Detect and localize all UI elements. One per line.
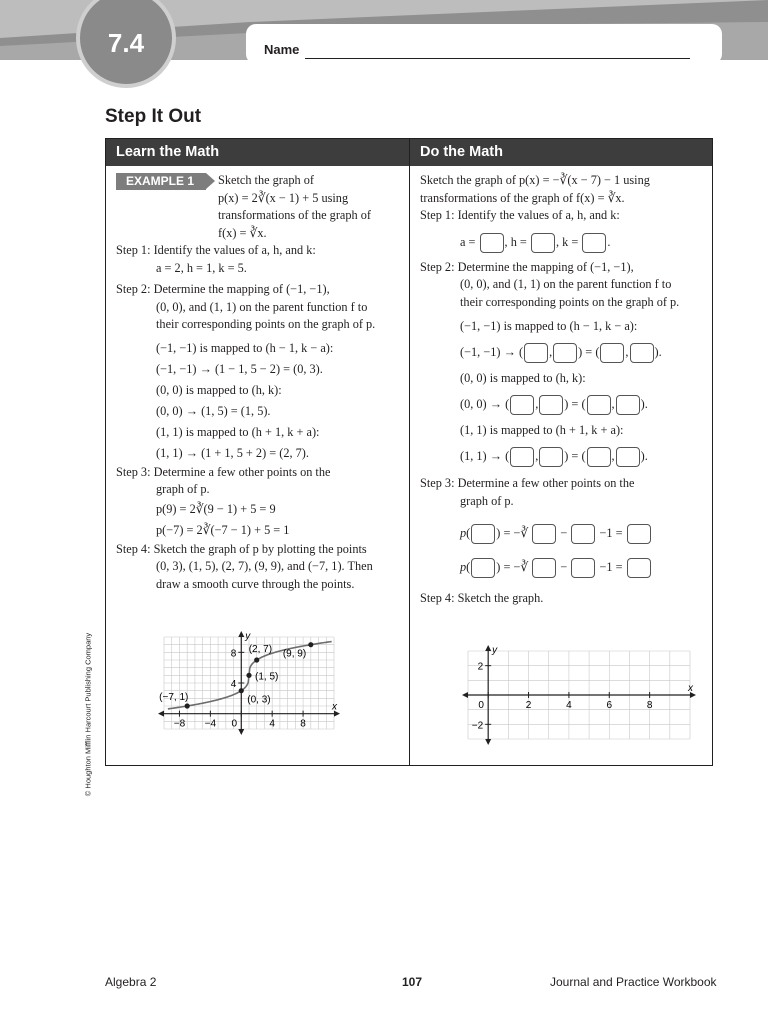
x-axis-arrow (158, 711, 164, 717)
answer-box[interactable] (510, 395, 534, 415)
example-intro-line: f(x) = ∛x. (218, 225, 267, 240)
data-point (239, 688, 244, 693)
y-tick-label: 2 (477, 661, 484, 673)
example-intro (116, 172, 406, 242)
a-label: a = (460, 234, 476, 249)
step2-text: Step 2: Determine the mapping of (−1, −1), (116, 282, 330, 296)
mapping-calc: (0, 0) → (1, 5) = (1, 5). (156, 403, 271, 418)
x-tick-label: 0 (478, 700, 484, 711)
step2-text: their corresponding points on the graph of p. (156, 317, 376, 331)
y-axis-arrow (485, 645, 491, 651)
y-axis-arrow (238, 729, 244, 735)
h-answer-box[interactable] (531, 233, 555, 253)
answer-box[interactable] (471, 524, 495, 544)
mapping-rule: (1, 1) is mapped to (h + 1, k + a): (156, 424, 320, 439)
answer-box[interactable] (627, 524, 651, 544)
step4-text: draw a smooth curve through the points. (156, 576, 355, 591)
k-label: k = (562, 234, 579, 249)
x-tick-label: 6 (606, 700, 613, 711)
data-point-label: (2, 7) (248, 644, 273, 655)
x-tick-label: −4 (204, 718, 217, 730)
name-line[interactable] (305, 58, 690, 59)
a-answer-box[interactable] (480, 233, 504, 253)
x-axis-label: x (688, 683, 693, 694)
answer-box[interactable] (587, 395, 611, 415)
mapping-calc: (1, 1) → (1 + 1, 5 + 2) = (2, 7). (156, 445, 309, 460)
mapping-rule: (−1, −1) is mapped to (h − 1, k − a): (460, 319, 638, 334)
mapping-answer: (1, 1) → ( , ) = ( , ). (420, 441, 710, 471)
evaluation-answer: p( ) = −∛ − −1 = (420, 550, 710, 584)
x-axis-arrow (462, 692, 468, 698)
data-point-label: (−7, 1) (159, 692, 189, 703)
mapping-answer: (0, 0) → ( , ) = ( , ). (420, 389, 710, 419)
answer-box[interactable] (571, 558, 595, 578)
h-label: h = (510, 234, 527, 249)
mapping-rule: (0, 0) is mapped to (h, k): (156, 382, 282, 397)
x-tick-label: −8 (173, 718, 186, 730)
data-point-label: (9, 9) (282, 648, 307, 660)
answer-box[interactable] (532, 524, 556, 544)
p-label: p (460, 526, 467, 541)
step4-text: (0, 3), (1, 5), (2, 7), (9, 9), and (−7, 1). Then (156, 559, 373, 573)
step3-text: graph of p. (156, 482, 210, 496)
evaluation: p(−7) = 2∛(−7 − 1) + 5 = 1 (156, 522, 290, 537)
example-intro-line: p(x) = 2∛(x − 1) + 5 using (218, 190, 349, 205)
step2-text: (0, 0), and (1, 1) on the parent function f to (460, 277, 672, 292)
answer-box[interactable] (539, 447, 563, 467)
copyright: © Houghton Mifflin Harcourt Publishing Company (83, 632, 93, 797)
x-axis-label: x (332, 701, 337, 713)
data-point (254, 657, 259, 662)
do-column (420, 172, 710, 608)
name-label: Name (264, 42, 300, 57)
do-the-math-header: Do the Math (410, 139, 712, 166)
eval-mid: = −∛ (503, 560, 529, 575)
mapping-rule: (1, 1) is mapped to (h + 1, k + a): (460, 423, 624, 438)
practice-intro: Sketch the graph of p(x) = −∛(x − 7) − 1 using (420, 173, 650, 187)
step3-text: graph of p. (460, 493, 514, 508)
answer-box[interactable] (524, 343, 548, 363)
step4-text: Step 4: Sketch the graph of p by plotting the points (116, 541, 367, 556)
evaluation: p(9) = 2∛(9 − 1) + 5 = 9 (156, 501, 276, 516)
answer-box[interactable] (600, 343, 624, 363)
answer-box[interactable] (630, 343, 654, 363)
step1-text: Step 1: Identify the values of a, h, and k: (420, 208, 620, 222)
data-point-label: (0, 3) (247, 694, 271, 706)
example-intro-line: Sketch the graph of (218, 173, 314, 187)
answer-box[interactable] (616, 395, 640, 415)
y-axis-arrow (485, 739, 491, 745)
step2-text: (0, 0), and (1, 1) on the parent function f to (156, 299, 368, 314)
lesson-table (105, 138, 713, 766)
mapping-start: (−1, −1) → (460, 345, 516, 360)
step1-values: a = 2, h = 1, k = 5. (156, 260, 247, 275)
x-tick-label: 4 (566, 700, 572, 711)
y-axis-label: y (492, 645, 498, 656)
mapping-start: (1, 1) → (460, 449, 503, 464)
data-point (185, 703, 190, 708)
footer-book-title: Journal and Practice Workbook (550, 975, 717, 989)
y-axis-label: y (245, 631, 251, 642)
mapping-start: (0, 0) → (460, 397, 503, 412)
answer-box[interactable] (471, 558, 495, 578)
x-tick-label: 2 (525, 700, 532, 711)
learn-column (116, 172, 406, 593)
footer-page-number: 107 (402, 975, 423, 989)
x-tick-label: 0 (231, 718, 238, 730)
step2-text: Step 2: Determine the mapping of (−1, −1), (420, 259, 634, 274)
step4-text: Step 4: Sketch the graph. (420, 591, 544, 606)
eval-end: −1 = (599, 526, 623, 541)
mapping-answer: (−1, −1) → ( , ) = ( , ). (420, 337, 710, 367)
footer-course: Algebra 2 (105, 975, 157, 989)
practice-intro: transformations of the graph of f(x) = ∛x. (420, 190, 625, 205)
answer-box[interactable] (587, 447, 611, 467)
practice-graph[interactable] (462, 645, 692, 745)
learn-the-math-header: Learn the Math (106, 139, 409, 166)
column-divider (409, 139, 410, 765)
y-axis-arrow (238, 631, 244, 637)
eval-mid: = −∛ (503, 526, 529, 541)
data-point (246, 673, 251, 678)
evaluation-answer: p( ) = −∛ − −1 = (420, 516, 710, 550)
section-title: Step It Out (105, 106, 202, 127)
mapping-rule: (0, 0) is mapped to (h, k): (460, 371, 586, 386)
step3-text: Step 3: Determine a few other points on the (116, 464, 331, 479)
y-tick-label: 4 (230, 679, 237, 690)
mapping-rule: (−1, −1) is mapped to (h − 1, k − a): (156, 340, 334, 355)
akh-answers: a = , h = , k = . (420, 231, 710, 253)
step1-text: Step 1: Identify the values of a, h, and k: (116, 243, 316, 257)
step2-text: their corresponding points on the graph of p. (460, 294, 680, 309)
p-label: p (460, 560, 467, 575)
answer-box[interactable] (553, 343, 577, 363)
y-tick-label: −2 (471, 720, 484, 732)
answer-box[interactable] (616, 447, 640, 467)
x-tick-label: 4 (269, 718, 275, 730)
lesson-number: 7.4 (107, 28, 145, 58)
eval-end: −1 = (599, 560, 623, 575)
answer-box[interactable] (510, 447, 534, 467)
answer-box[interactable] (539, 395, 563, 415)
example-intro-line: transformations of the graph of (218, 208, 372, 222)
step3-text: Step 3: Determine a few other points on the (420, 476, 635, 491)
answer-box[interactable] (571, 524, 595, 544)
example-badge: EXAMPLE 1 (116, 173, 206, 190)
x-tick-label: 8 (300, 718, 306, 730)
answer-box[interactable] (532, 558, 556, 578)
answer-box[interactable] (627, 558, 651, 578)
y-tick-label: 8 (230, 648, 237, 660)
example-graph (156, 627, 346, 747)
data-point (308, 642, 313, 647)
mapping-calc: (−1, −1) → (1 − 1, 5 − 2) = (0, 3). (156, 361, 323, 376)
data-point-label: (1, 5) (255, 671, 279, 683)
x-tick-label: 8 (646, 700, 653, 711)
k-answer-box[interactable] (582, 233, 606, 253)
